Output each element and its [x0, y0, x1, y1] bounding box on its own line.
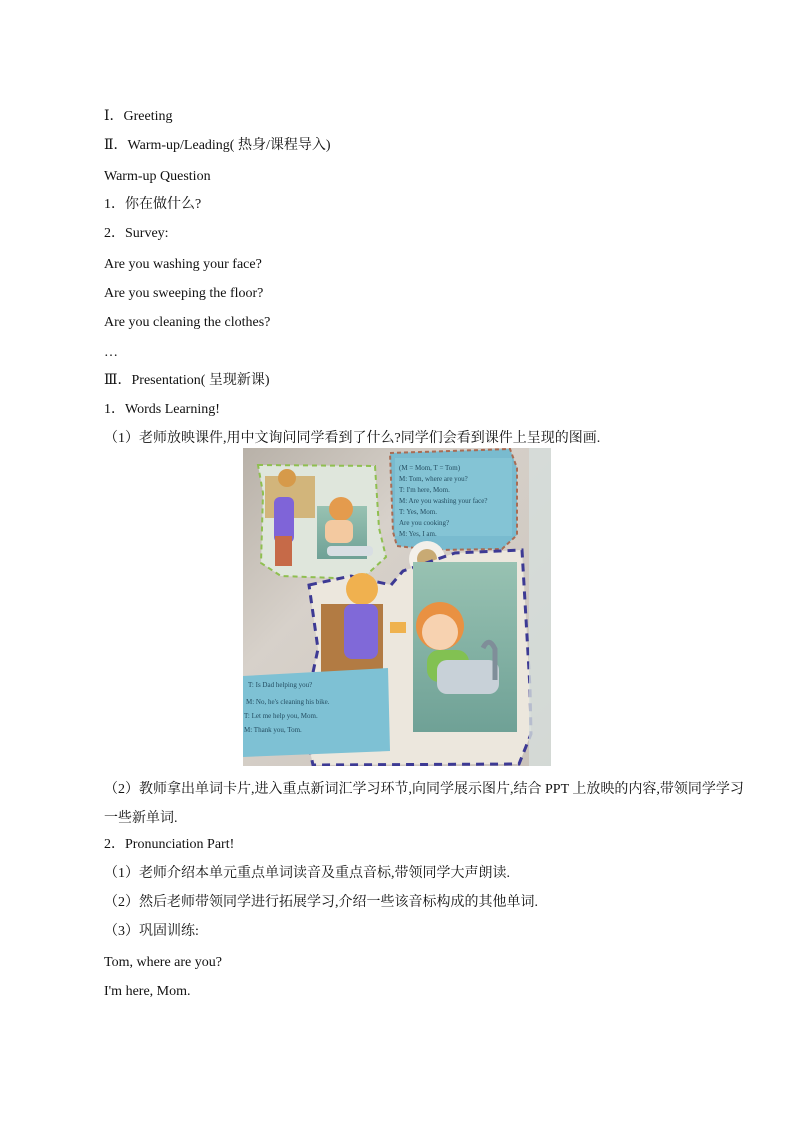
survey-question-2: Are you sweeping the floor? — [104, 286, 264, 301]
top-dialog-line-1: (M = Mom, T = Tom) — [399, 464, 461, 472]
top-dialog-line-4: M: Are you washing your face? — [399, 497, 488, 505]
textbook-photo-svg — [243, 448, 551, 766]
words-learning-heading: 1．Words Learning! — [104, 402, 220, 417]
boy-head-upper — [329, 497, 353, 521]
top-dialog-line-7: M: Yes, I am. — [399, 530, 437, 538]
top-dialog-line-3: T: I'm here, Mom. — [399, 486, 450, 494]
practice-dialog-2: I'm here, Mom. — [104, 984, 191, 999]
sink-lower — [437, 660, 499, 694]
warmup-question-1: 1．你在做什么? — [104, 197, 202, 212]
survey-question-3: Are you cleaning the clothes? — [104, 315, 271, 330]
pronunciation-step-1: （1）老师介绍本单元重点单词读音及重点音标,带领同学大声朗读. — [104, 866, 510, 881]
presentation-step-1: （1）老师放映课件,用中文询问同学看到了什么?同学们会看到课件上呈现的图画. — [104, 431, 601, 446]
greeting-heading: Ⅰ．Greeting — [104, 109, 173, 124]
pronunciation-step-3: （3）巩固训练: — [104, 924, 199, 939]
sink-upper — [327, 546, 373, 556]
warmup-question-2: 2．Survey: — [104, 226, 169, 241]
survey-question-1: Are you washing your face? — [104, 257, 262, 272]
warmup-question: Warm-up Question — [104, 169, 211, 184]
kitchen-shelf-item — [390, 622, 406, 633]
warmup-heading: Ⅱ．Warm-up/Leading( 热身/课程导入) — [104, 138, 331, 153]
page-edge — [529, 448, 551, 766]
textbook-photo — [243, 448, 551, 766]
bottom-dialog-line-2: M: No, he's cleaning his bike. — [246, 698, 330, 706]
mother-body-lower — [344, 604, 378, 659]
mother-head-lower — [346, 573, 378, 605]
bottom-dialog-line-3: T: Let me help you, Mom. — [244, 712, 318, 720]
pronunciation-heading: 2．Pronunciation Part! — [104, 837, 235, 852]
top-dialog-line-6: Are you cooking? — [399, 519, 450, 527]
boy-body-upper — [325, 520, 353, 543]
mother-skirt-upper — [275, 536, 292, 566]
ellipsis: … — [104, 345, 118, 360]
practice-dialog-1: Tom, where are you? — [104, 955, 222, 970]
bottom-dialog-line-4: M: Thank you, Tom. — [244, 726, 302, 734]
top-dialog-line-2: M: Tom, where are you? — [399, 475, 468, 483]
mother-head-upper — [278, 469, 296, 487]
boy-face-lower — [422, 614, 458, 650]
top-dialog-line-5: T: Yes, Mom. — [399, 508, 437, 516]
bottom-dialog-line-1: T: Is Dad helping you? — [248, 681, 313, 689]
pronunciation-step-2: （2）然后老师带领同学进行拓展学习,介绍一些该音标构成的其他单词. — [104, 895, 538, 910]
presentation-step-2: （2）教师拿出单词卡片,进入重点新词汇学习环节,向同学展示图片,结合 PPT 上放映的内容,带领同学学习一些新单词. — [104, 782, 744, 826]
presentation-heading: Ⅲ．Presentation( 呈现新课) — [104, 373, 270, 388]
